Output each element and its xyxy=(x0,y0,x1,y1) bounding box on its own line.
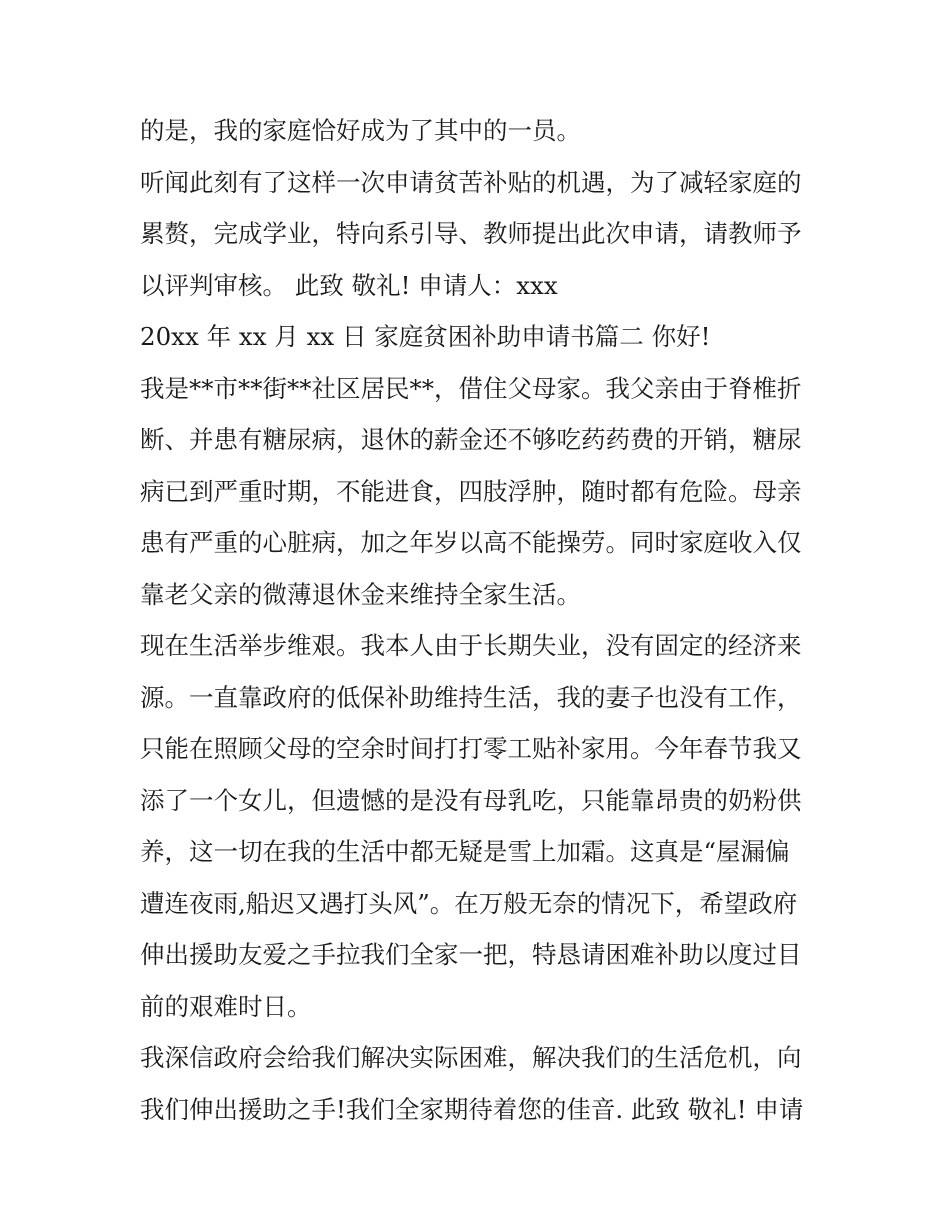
text-line: 以评判审核。 此致 敬礼! 申请人：xxx xyxy=(140,270,558,300)
text-line: 患有严重的心脏病，加之年岁以高不能操劳。同时家庭收入仅 xyxy=(140,528,802,557)
text-line: 的是，我的家庭恰好成为了其中的一员。 xyxy=(140,116,581,145)
text-line: 我深信政府会给我们解决实际困难，解决我们的生活危机，向 xyxy=(140,1043,802,1072)
text-line: 前的艰难时日。 xyxy=(140,991,312,1021)
text-line: 靠老父亲的微薄退休金来维持全家生活。 xyxy=(140,579,581,609)
text-line: 病已到严重时期，不能进食，四肢浮肿，随时都有危险。母亲 xyxy=(140,476,802,506)
text-line: 源。一直靠政府的低保补助维持生活，我的妻子也没有工作， xyxy=(140,682,802,712)
text-line: 只能在照顾父母的空余时间打打零工贴补家用。今年春节我又 xyxy=(140,734,802,763)
text-line: 遭连夜雨,船迟又遇打头风”。在万般无奈的情况下，希望政府 xyxy=(140,888,798,918)
text-line: 听闻此刻有了这样一次申请贫苦补贴的机遇，为了减轻家庭的 xyxy=(140,167,802,197)
text-line: 20xx 年 xx 月 xx 日 家庭贫困补助申请书篇二 你好! xyxy=(140,322,711,351)
text-line: 现在生活举步维艰。我本人由于长期失业，没有固定的经济来 xyxy=(140,631,802,660)
text-line: 断、并患有糖尿病，退休的薪金还不够吃药药费的开销，糖尿 xyxy=(140,425,802,454)
text-line: 养，这一切在我的生活中都无疑是雪上加霜。这真是“屋漏偏 xyxy=(140,837,790,866)
text-line: 累赘，完成学业，特向系引导、教师提出此次申请，请教师予 xyxy=(140,219,802,248)
document-body xyxy=(140,105,820,1135)
text-line: 添了一个女儿，但遗憾的是没有母乳吃，只能靠昂贵的奶粉供 xyxy=(140,785,802,815)
text-line: 我是**市**街**社区居民**，借住父母家。我父亲由于脊椎折 xyxy=(140,373,802,403)
text-line: 我们伸出援助之手!我们全家期待着您的佳音. 此致 敬礼! 申请 xyxy=(140,1094,804,1124)
text-line: 伸出援助友爱之手拉我们全家一把，特恳请困难补助以度过目 xyxy=(140,940,802,969)
